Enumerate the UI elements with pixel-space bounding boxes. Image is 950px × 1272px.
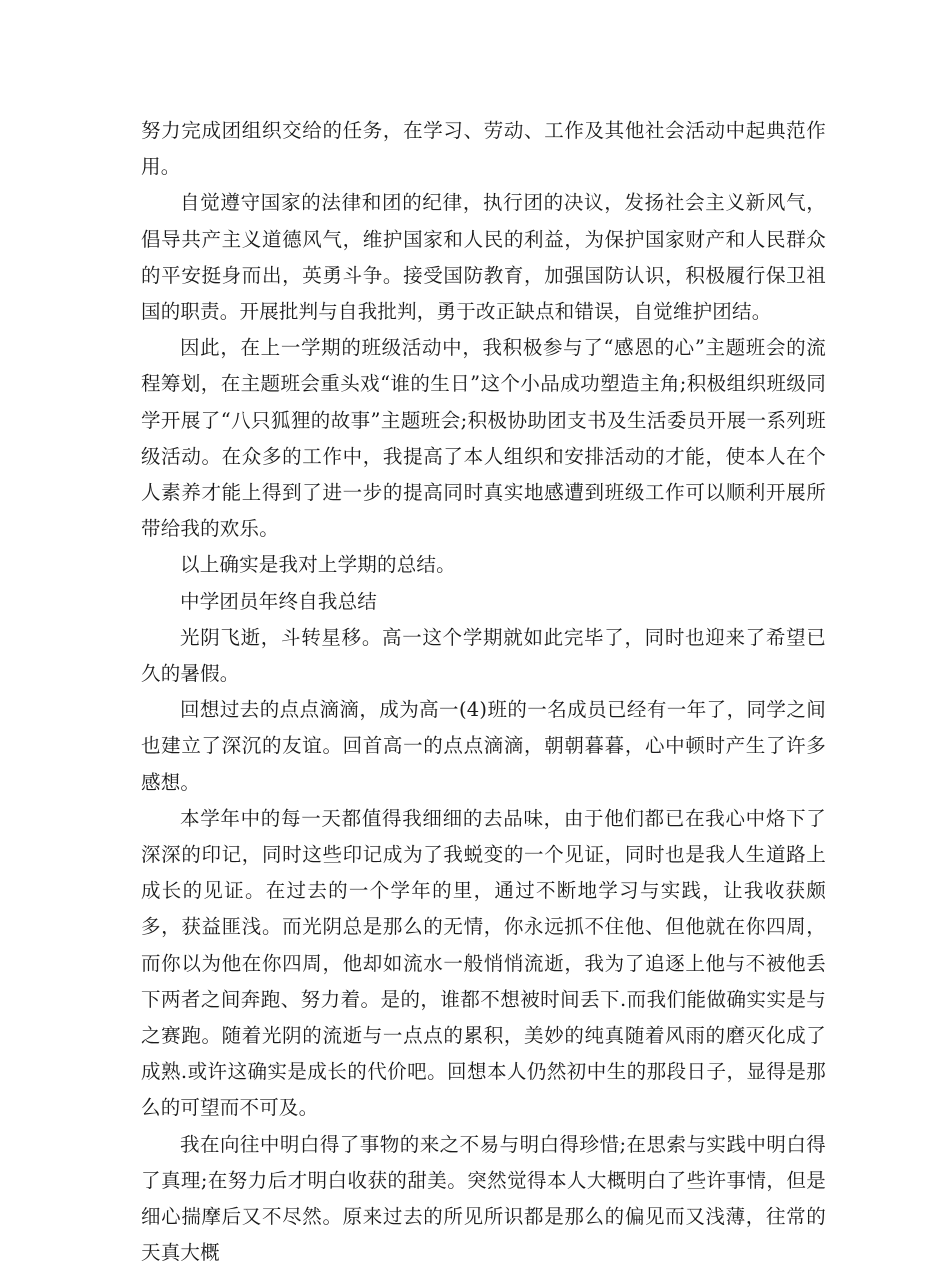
document-body <box>141 113 826 1272</box>
paragraph: 光阴飞逝，斗转星移。高一这个学期就如此完毕了，同时也迎来了希望已久的暑假。 <box>141 625 826 686</box>
paragraph: 因此，在上一学期的班级活动中，我积极参与了“感恩的心”主题班会的流程筹划，在主题班会重头戏“谁的生日”这个小品成功塑造主角;积极组织班级同学开展了“八只狐狸的故事”主题班会;积极协助团支书及生活委员开展一系列班级活动。在众多的工作中，我提高了本人组织和安排活动的才能，使本人在个人素养才能上得到了进一步的提高同时真实地感遭到班级工作可以顺利开展所带给我的欢乐。 <box>141 336 826 541</box>
paragraph: 努力完成团组织交给的任务，在学习、劳动、工作及其他社会活动中起典范作用。 <box>141 119 826 179</box>
paragraph: 回想过去的点点滴滴，成为高一(4)班的一名成员已经有一年了，同学之间也建立了深沉的友谊。回首高一的点点滴滴，朝朝暮暮，心中顿时产生了许多感想。 <box>141 698 826 794</box>
paragraph: 本学年中的每一天都值得我细细的去品味，由于他们都已在我心中烙下了深深的印记，同时这些印记成为了我蜕变的一个见证，同时也是我人生道路上成长的见证。在过去的一个学年的里，通过不断地学习与实践，让我收获颇多，获益匪浅。而光阴总是那么的无情，你永远抓不住他、但他就在你四周，而你以为他在你四周，他却如流水一般悄悄流逝，我为了追逐上他与不被他丢下两者之间奔跑、努力着。是的，谁都不想被时间丢下.而我们能做确实实是与之赛跑。随着光阴的流逝与一点点的累积，美妙的纯真随着风雨的磨灭化成了成熟.或许这确实是成长的代价吧。回想本人仍然初中生的那段日子，显得是那么的可望而不可及。 <box>141 806 826 1120</box>
section-heading: 中学团员年终自我总结 <box>180 589 378 613</box>
paragraph: 自觉遵守国家的法律和团的纪律，执行团的决议，发扬社会主义新风气，倡导共产主义道德风气，维护国家和人民的利益，为保护国家财产和人民群众的平安挺身而出，英勇斗争。接受国防教育，加强国防认识，积极履行保卫祖国的职责。开展批判与自我批判，勇于改正缺点和错误，自觉维护团结。 <box>141 191 826 324</box>
paragraph: 以上确实是我对上学期的总结。 <box>180 553 456 577</box>
paragraph: 我在向往中明白得了事物的来之不易与明白得珍惜;在思索与实践中明白得了真理;在努力后才明白收获的甜美。突然觉得本人大概明白了些许事情，但是细心揣摩后又不尽然。原来过去的所见所识都是那么的偏见而又浅薄，往常的天真大概 <box>141 1132 826 1265</box>
